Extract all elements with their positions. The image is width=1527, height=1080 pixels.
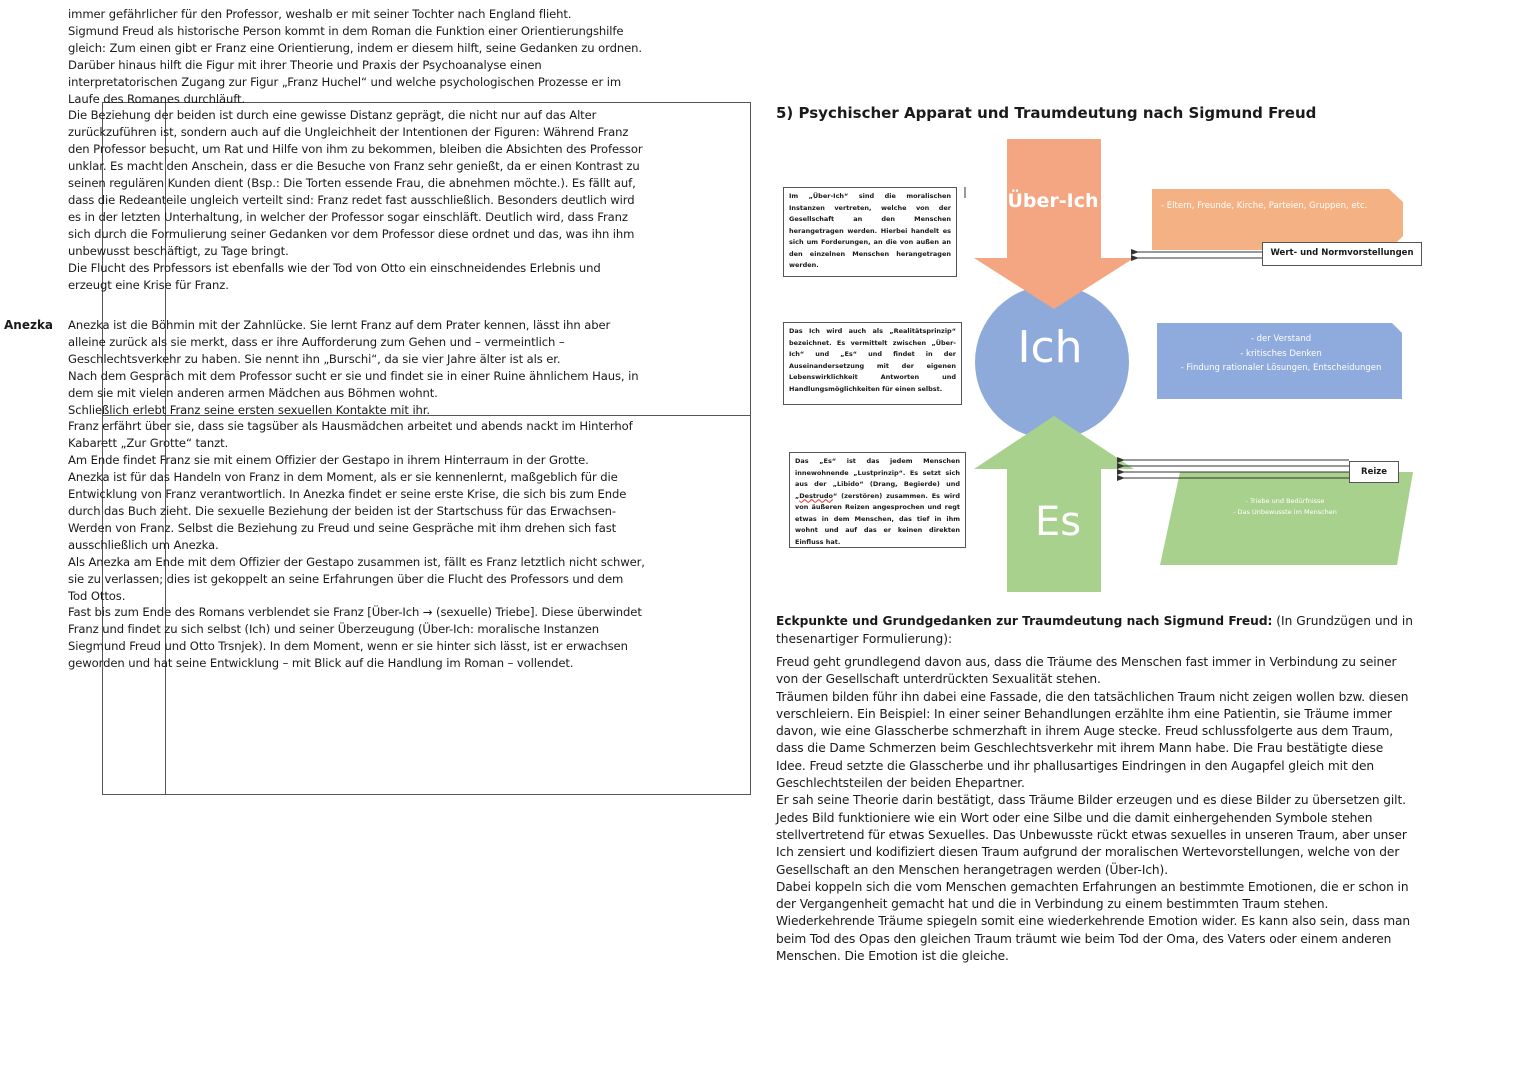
section-title: 5) Psychischer Apparat und Traumdeutung nach Sigmund Freud: [776, 104, 1317, 122]
table-cell-anezka: [68, 317, 646, 672]
green-box-line: - Das Unbewusste im Menschen: [1233, 508, 1337, 516]
green-box-line: - Triebe und Bedürfnisse: [1245, 497, 1325, 505]
green-box: [1160, 472, 1413, 565]
ueber-ich-label: Über-Ich: [1007, 190, 1099, 212]
dream-body: [776, 654, 1416, 965]
paragraph: Anezka ist die Böhmin mit der Zahnlücke. Sie lernt Franz auf dem Prater kennen, lässt ihn aber alleine zurück als sie merkt, dass er ihre Aufforderung zum Gehen und – vermeintlich – Geschlechtsverkehr zu haben. Sie nennt ihn „Burschi“, da sie vier Jahre älter ist als er.: [68, 318, 611, 366]
paragraph: Franz erfährt über sie, dass sie tagsüber als Hausmädchen arbeitet und abends nackt im Hinterhof Kabarett „Zur Grotte“ tanzt.: [68, 419, 633, 451]
paragraph: Anezka ist für das Handeln von Franz in dem Moment, als er sie kennenlernt, maßgeblich für die Entwicklung von Franz verantwortlich. In Anezka findet er seine erste Krise, die sich bis zum Ende durch das Buch zieht. Die sexuelle Beziehung der beiden ist der Startschuss für das Erwachsen-Werden von Franz. Selbst die Beziehung zu Freud und seine Gespräche mit ihm drehen sich fast ausschließlich um Anezka.: [68, 470, 627, 552]
ich-description: Das Ich wird auch als „Realitätsprinzip“ bezeichnet. Es vermittelt zwischen „Über-Ich“ und „Es“ und findet in der Auseinandersetzung mit der eigenen Lebenswirklichkeit Antworten und Handlungsmöglichkeiten für einen selbst.: [783, 322, 962, 405]
paragraph: Freud geht grundlegend davon aus, dass die Träume des Menschen fast immer in Verbindung zu seiner von der Gesellschaft unterdrückten Sexualität stehen.: [776, 655, 1397, 687]
paragraph: Schließlich erlebt Franz seine ersten sexuellen Kontakte mit ihr.: [68, 402, 430, 417]
table-cell-professor: [68, 6, 646, 293]
green-box-text: [1170, 496, 1400, 518]
ich-label: Ich: [1017, 322, 1083, 373]
paragraph: Dabei koppeln sich die vom Menschen gemachten Erfahrungen an bestimmte Emotionen, die er schon in der Vergangenheit gemacht hat und die in Verbindung zu einem bestimmten Traum stehen. Wiederkehrende Träume spiegeln somit eine wiederkehrende Emotion wider. Es kann also sein, dass man beim Tod des Opas den gleichen Traum träumt wie beim Tod der Oma, des Vaters oder einem anderen Menschen. Die Emotion ist die gleiche.: [776, 879, 1411, 964]
wert-label: Wert- und Normvorstellungen: [1262, 242, 1422, 266]
paragraph: Die Flucht des Professors ist ebenfalls wie der Tod von Otto ein einschneidendes Erlebnis und erzeugt eine Krise für Franz.: [68, 260, 601, 292]
paragraph: immer gefährlicher für den Professor, weshalb er mit seiner Tochter nach England flieht.: [68, 7, 572, 21]
blue-box-line: - Findung rationaler Lösungen, Entscheidungen: [1180, 363, 1382, 373]
ueber-ich-description: Im „Über-Ich“ sind die moralischen Instanzen vertreten, welche von der Gesellschaft an den Menschen herangetragen werden. Hierbei handelt es sich um Forderungen, an die von außen an den einzelnen Menschen herangetragen werden.: [783, 187, 957, 277]
dream-heading-rest: (In Grundzügen und in thesenartiger Formulierung):: [776, 614, 1414, 646]
es-desc-destrudo: Destrudo: [799, 491, 834, 500]
paragraph: Sigmund Freud als historische Person kommt in dem Roman die Funktion einer Orientierungshilfe gleich: Zum einen gibt er Franz eine Orientierung, indem er diesem hilft, seine Gedanken zu ordnen. Darüber hinaus hilft die Figur mit ihrer Theorie und Praxis der Psychoanalyse einen interpretatorischen Zugang zur Figur „Franz Huchel“ und welche psychologischen Prozesse er im Laufe des Romanes durchläuft.: [68, 23, 642, 106]
reize-label: Reize: [1349, 461, 1399, 483]
paragraph: Träumen bilden führ ihn dabei eine Fassade, die den tatsächlichen Traum nicht zeigen wollen bzw. diesen verschleiern. Ein Beispiel: In einer seiner Behandlungen erzählte ihm eine Patientin, sie Träume immer davon, wie eine Glasscherbe schmerzhaft in ihrem Auge stecke. Freud schlussfolgerte aus dem Traum, dass die Dame Schmerzen beim Geschlechtsverkehr mit ihrem Mann habe. Die Frau bestätigte diese Idee. Freud setzte die Glasscherbe und ihr phallusartiges Eindringen in den Augapfel gleich mit den Geschlechtsteilen der beiden Ehepartner.: [776, 689, 1409, 791]
es-description: [789, 452, 966, 548]
es-desc-part: “ (zerstören) zusammen. Es wird von äußeren Reizen angesprochen und regt etwas in dem Menschen, das tief in ihm wohnt und auf das er keinen direkten Einfluss hat.: [795, 491, 960, 546]
row-label-anezka: Anezka: [4, 318, 54, 332]
blue-box-line: - der Verstand: [1250, 334, 1312, 344]
paragraph: Am Ende findet Franz sie mit einem Offizier der Gestapo in ihrem Hinterraum in der Grotte.: [68, 453, 589, 468]
paragraph: Die Beziehung der beiden ist durch eine gewisse Distanz geprägt, die nicht nur auf das Alter zurückzuführen ist, sondern auch auf die Ungleichheit der Intentionen der Figuren: Während Franz den Professor besucht, um Rat und Hilfe von ihm zu bekommen, bleiben die Absichten des Professor unklar. Es macht den Anschein, dass er die Besuche von Franz sehr genießt, da er einen Kontrast zu seinen regulären Kunden dient (Bsp.: Die Torten essende Frau, die abnehmen möchte.). Es fällt auf, dass die Redeanteile ungleich verteilt sind: Franz redet fast ausschließlich. Besonders deutlich wird es in der letzten Unterhaltung, in welcher der Professor sogar einschläft. Deutlich wird, dass Franz sich durch die Formulierung seiner Gedanken vor dem Professor diese ordnet und das, was ihn ihm unbewusst beschäftigt, zu Tage bringt.: [68, 108, 643, 258]
paragraph: Als Anezka am Ende mit dem Offizier der Gestapo zusammen ist, fällt es Franz letztlich nicht schwer, sie zu verlassen; dies ist gekoppelt an seine Erfahrungen über die Flucht des Professors und dem Tod Ottos.: [68, 554, 645, 603]
orange-box-text: - Eltern, Freunde, Kirche, Parteien, Gruppen, etc.: [1161, 201, 1368, 211]
ueber-ich-arrow: [974, 139, 1134, 309]
paragraph: Fast bis zum Ende des Romans verblendet sie Franz [Über-Ich → (sexuelle) Triebe]. Diese überwindet Franz und findet zu sich selbst (Ich) und seiner Überzeugung (Über-Ich: moralische Instanzen Siegmund Freud und Otto Trsnjek). In dem Moment, wenn er sie hinter sich lässt, ist er erwachsen geworden und hat seine Entwicklung – mit Blick auf die Handlung im Roman – vollendet.: [68, 605, 642, 671]
paragraph: Er sah seine Theorie darin bestätigt, dass Träume Bilder erzeugen und es diese Bilder zu übersetzen gilt. Jedes Bild funktioniere wie ein Wort oder eine Silbe und die damit einhergehenden Symbole stehen stellvertretend für etwas Sexuelles. Das Unbewusste rückt etwas sexuelles in unseren Traum, aber unser Ich zensiert und kodifiziert diesen Traum aufgrund der moralischen Wertevorstellungen, welche von der Gesellschaft an den Menschen herangetragen werden (Über-Ich).: [776, 793, 1407, 877]
es-label: Es: [1034, 499, 1082, 545]
dream-heading-bold: Eckpunkte und Grundgedanken zur Traumdeutung nach Sigmund Freud:: [776, 614, 1273, 628]
blue-box-line: - kritisches Denken: [1240, 348, 1322, 359]
dream-heading: [776, 613, 1416, 648]
paragraph: Nach dem Gespräch mit dem Professor sucht er sie und findet sie in einer Ruine ähnlichem Haus, in dem sie mit vielen anderen armen Mädchen aus Böhmen wohnt.: [68, 368, 639, 400]
blue-box-text: [1160, 332, 1402, 376]
es-desc-part: Das „Es“ ist das jedem Menschen innewohnende „Lustprinzip“. Es setzt sich aus der „Libido“ (Drang, Begierde) und „: [795, 457, 960, 500]
